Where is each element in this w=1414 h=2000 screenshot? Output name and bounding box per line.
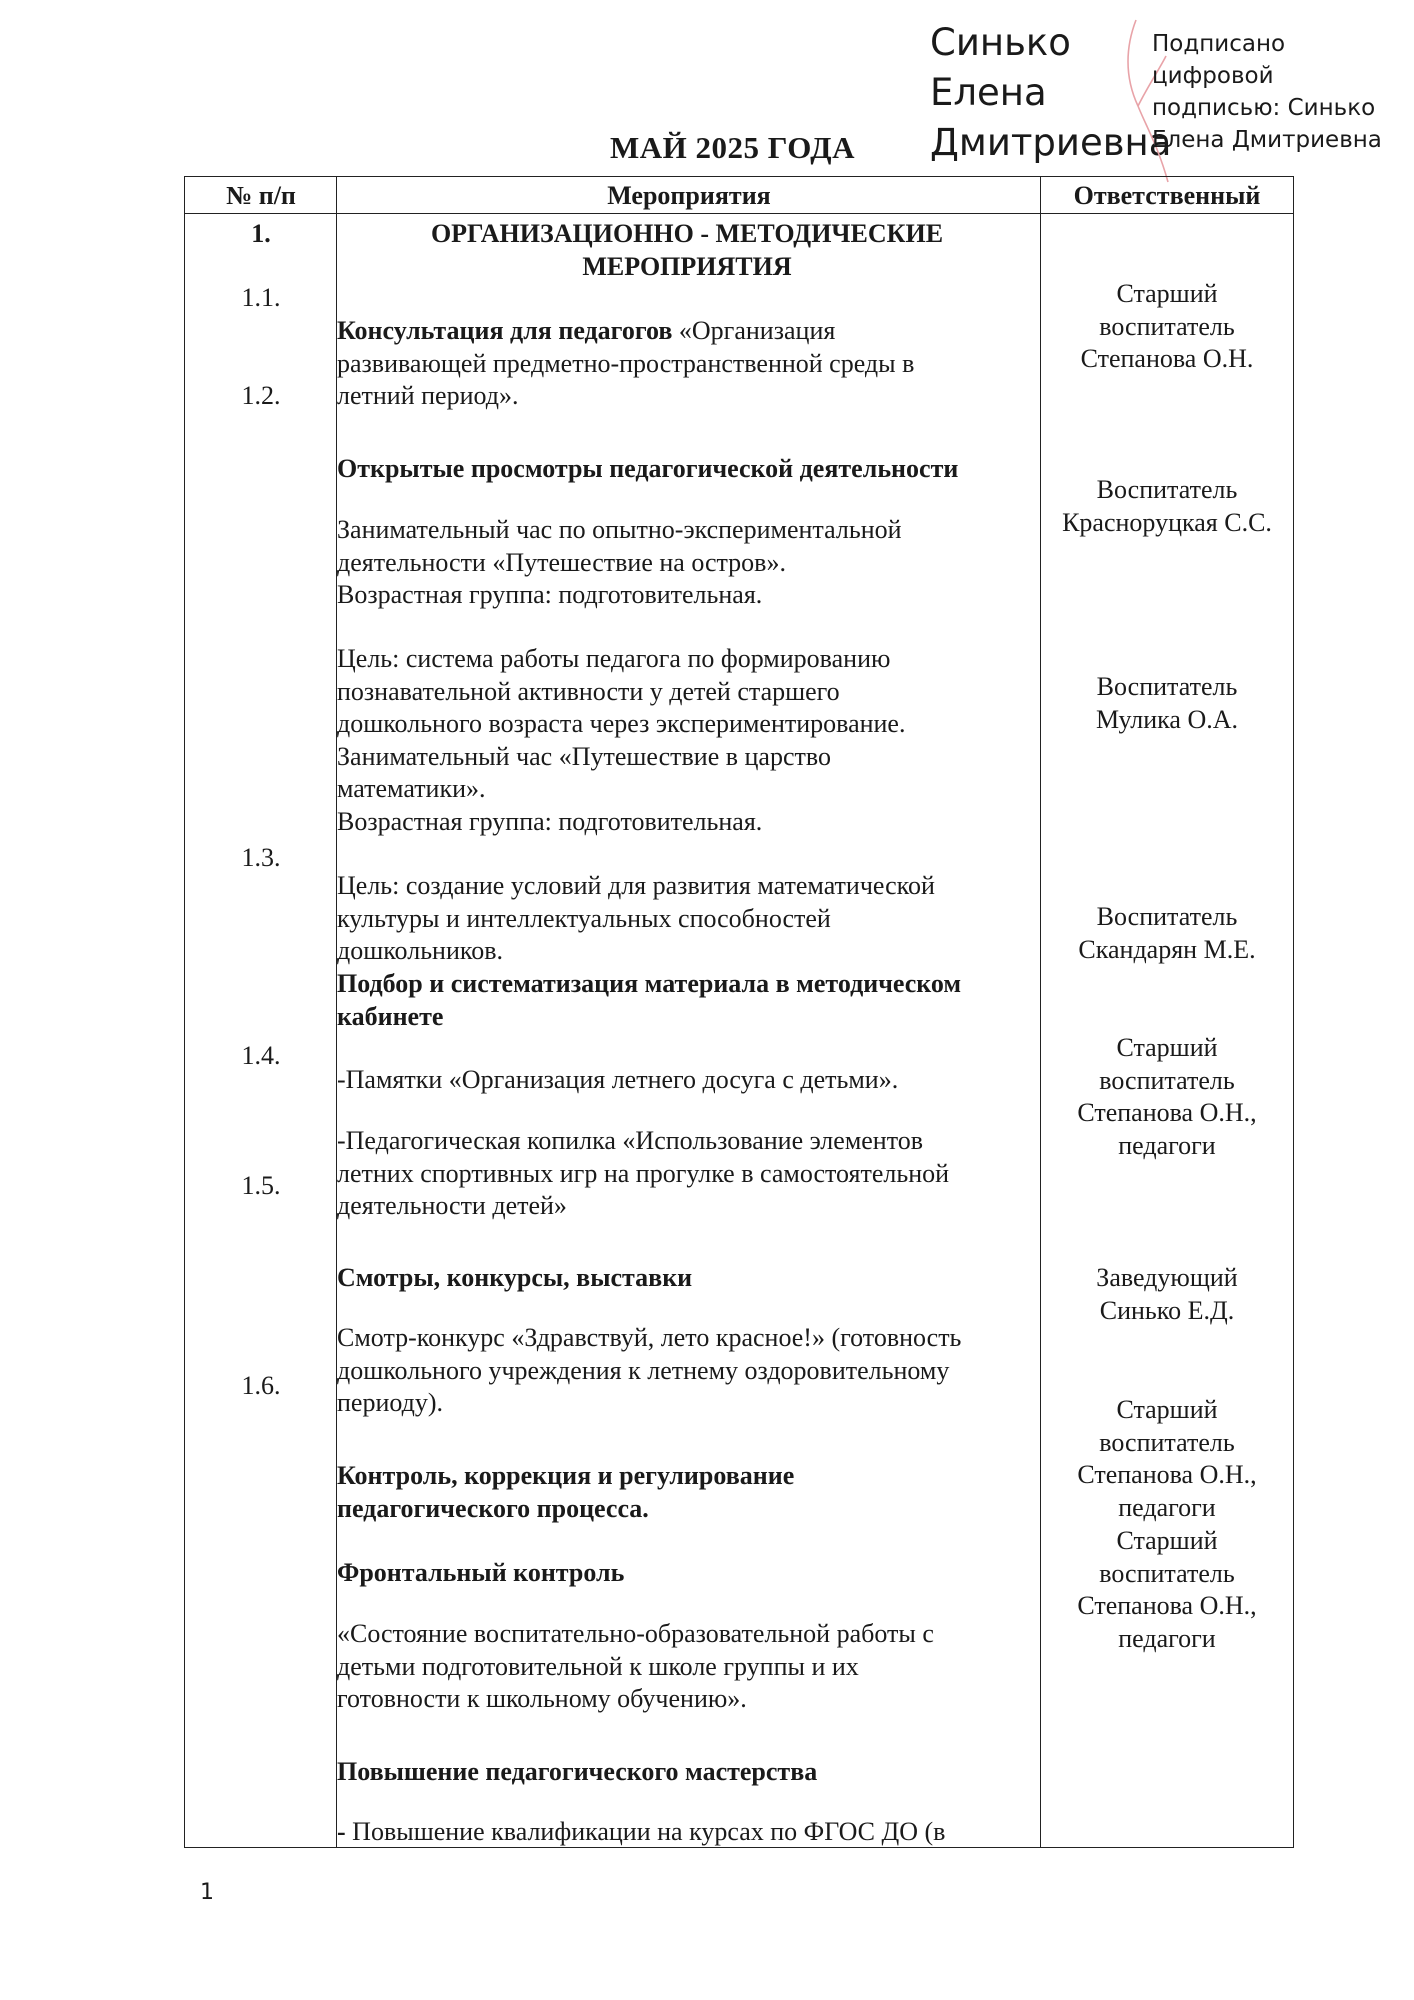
item-number: 1.1. (241, 283, 281, 312)
text-line: -Педагогическая копилка «Использование элементов (337, 1126, 924, 1155)
text-line: дошкольников. (337, 936, 503, 965)
text-line: Цель: создание условий для развития математической (337, 871, 935, 900)
responsible-cell: Воспитатель Скандарян М.Е. (1078, 902, 1256, 964)
item-number: 1.2. (241, 381, 281, 410)
consultation-block (337, 315, 1037, 413)
item-number: 1.4. (241, 1041, 281, 1070)
bullet: - (337, 1817, 346, 1846)
responsible-cell: Старший воспитатель Степанова О.Н. (1080, 279, 1254, 373)
open-view-goal (337, 643, 1037, 838)
responsible-cell: Воспитатель Красноруцкая С.С. (1062, 475, 1272, 537)
text-line: «Состояние воспитательно-образовательной работы с (337, 1619, 934, 1648)
frontal-control-text (337, 1618, 1037, 1716)
signature-note-line: Елена Дмитриевна (1152, 127, 1382, 153)
text-line: периоду). (337, 1388, 444, 1417)
materials-heading: Подбор и систематизация материала в методическом кабинете (337, 969, 962, 1031)
signature-name-line: Дмитриевна (930, 121, 1172, 164)
text-line: деятельности детей» (337, 1191, 567, 1220)
text-line: Занимательный час по опытно-экспериментальной (337, 515, 902, 544)
responsible-cell: Старший воспитатель Степанова О.Н., педагоги (1077, 1033, 1257, 1160)
mastery-text: - Повышение квалификации на курсах по ФГОС ДО (в (337, 1817, 946, 1846)
contests-text (337, 1322, 1037, 1420)
text-line: летних спортивных игр на прогулке в самостоятельной (337, 1158, 950, 1188)
text-line: деятельности «Путешествие на остров». (337, 547, 786, 577)
header-activities: Мероприятия (607, 181, 771, 210)
text-line: Смотр-конкурс «Здравствуй, лето красное!» (готовность (337, 1323, 962, 1352)
text-line: дошкольного учреждения к летнему оздоровительному (337, 1355, 950, 1385)
control-heading: Контроль, коррекция и регулирование педагогического процесса. (337, 1461, 795, 1523)
section-title-line: МЕРОПРИЯТИЯ (582, 251, 792, 281)
page-title: МАЙ 2025 ГОДА (610, 130, 855, 165)
item-number: 1.3. (241, 843, 281, 872)
frontal-control-heading: Фронтальный контроль (337, 1558, 625, 1587)
text-line: готовности к школьному обучению». (337, 1684, 747, 1713)
text-line: познавательной активности у детей старшего (337, 676, 840, 706)
column-divider (1040, 176, 1041, 1848)
consultation-text: «Организация (672, 316, 836, 345)
text-line: Цель: система работы педагога по формированию (337, 644, 891, 673)
section-title-line: ОРГАНИЗАЦИОННО - МЕТОДИЧЕСКИЕ (430, 219, 944, 248)
page-number: 1 (200, 1880, 214, 1905)
mastery-heading: Повышение педагогического мастерства (337, 1757, 818, 1786)
text-line: культуры и интеллектуальных способностей (337, 903, 831, 933)
contests-heading: Смотры, конкурсы, выставки (337, 1263, 693, 1292)
open-view-event (337, 514, 1037, 612)
text-line: математики». (337, 774, 486, 803)
responsible-cell: Старший воспитатель Степанова О.Н., педагоги (1077, 1526, 1257, 1653)
signature-name-line: Синько (930, 21, 1071, 64)
item-number: 1.5. (241, 1171, 281, 1200)
text-line: дошкольного возраста через экспериментирование. (337, 709, 906, 738)
text-line: Возрастная группа: подготовительная. (337, 806, 763, 836)
item-number: 1. (251, 219, 271, 248)
materials-bank (337, 1125, 1037, 1223)
text-line: детьми подготовительной к школе группы и их (337, 1651, 859, 1681)
materials-memo: -Памятки «Организация летнего досуга с детьми». (337, 1065, 899, 1094)
responsible-cell: Воспитатель Мулика О.А. (1095, 672, 1239, 734)
consultation-line: летний период». (337, 381, 519, 410)
header-divider (184, 213, 1294, 214)
header-responsible: Ответственный (1073, 181, 1261, 210)
responsible-cell: Заведующий Синько Е.Д. (1096, 1263, 1238, 1325)
signature-note-line: Подписано (1152, 31, 1286, 57)
consultation-line: развивающей предметно-пространственной среды в (337, 348, 915, 378)
responsible-cell: Старший воспитатель Степанова О.Н., педагоги (1077, 1395, 1257, 1522)
open-view-goal (337, 870, 1037, 968)
signature-note-line: цифровой (1152, 63, 1274, 89)
consultation-label: Консультация для педагогов (337, 316, 673, 345)
signature-note-line: подписью: Синько (1152, 95, 1376, 121)
header-num: № п/п (226, 181, 296, 210)
text-line: Занимательный час «Путешествие в царство (337, 741, 831, 771)
item-number: 1.6. (241, 1371, 281, 1400)
text-line: Возрастная группа: подготовительная. (337, 580, 763, 609)
signature-name-line: Елена (930, 71, 1047, 114)
signature-note (1152, 28, 1382, 156)
section-title (337, 218, 1037, 283)
open-views-heading: Открытые просмотры педагогической деятельности (337, 454, 959, 483)
